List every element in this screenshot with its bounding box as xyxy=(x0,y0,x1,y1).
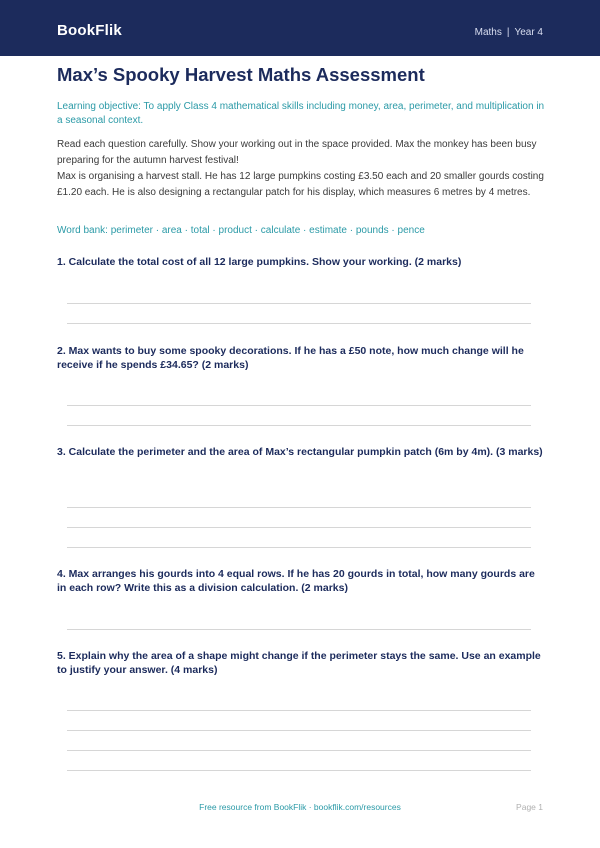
question-4: 4. Max arranges his gourds into 4 equal rows. If he has 20 gourds in total, how many gourds are in each row? Write this as a division calculation. (2 marks) xyxy=(57,568,535,594)
question-2: 2. Max wants to buy some spooky decorations. If he has a £50 note, how much change will he receive if he spends £34.65? (2 marks) xyxy=(57,345,524,371)
word-bank: Word bank: perimeter · area · total · product · calculate · estimate · pounds · pence xyxy=(57,225,425,236)
answer-line[interactable] xyxy=(67,527,531,528)
brand-logo[interactable]: BookFlik xyxy=(57,22,122,39)
answer-line[interactable] xyxy=(67,547,531,548)
page-number: Page 1 xyxy=(516,802,543,812)
subject-label: Maths xyxy=(474,27,502,38)
answer-line[interactable] xyxy=(67,750,531,751)
meta-separator: | xyxy=(506,27,510,38)
answer-line[interactable] xyxy=(67,710,531,711)
question-5: 5. Explain why the area of a shape might change if the perimeter stays the same. Use an example to justify your answer. (4 marks) xyxy=(57,650,541,676)
answer-line[interactable] xyxy=(67,405,531,406)
answer-line[interactable] xyxy=(67,770,531,771)
subject-year-label xyxy=(475,27,543,38)
answer-line[interactable] xyxy=(67,730,531,731)
question-3: 3. Calculate the perimeter and the area of Max’s rectangular pumpkin patch (6m by 4m). (3 marks) xyxy=(57,446,543,458)
page-title: Max’s Spooky Harvest Maths Assessment xyxy=(57,64,425,85)
answer-line[interactable] xyxy=(67,629,531,630)
intro-paragraph: Read each question carefully. Show your working out in the space provided. Max the monkey has been busy preparing for the autumn harvest festival! xyxy=(57,139,537,166)
learning-objective: Learning objective: To apply Class 4 mathematical skills including money, area, perimeter, and multiplication in a seasonal context. xyxy=(57,101,545,126)
answer-line[interactable] xyxy=(67,507,531,508)
footer-credit[interactable]: Free resource from BookFlik · bookflik.com/resources xyxy=(199,802,401,812)
answer-line[interactable] xyxy=(67,425,531,426)
answer-line[interactable] xyxy=(67,303,531,304)
scenario-paragraph: Max is organising a harvest stall. He has 12 large pumpkins costing £3.50 each and 20 smaller gourds costing £1.20 each. He is also designing a rectangular patch for his display, which measures 6 metres by 4 metres. xyxy=(57,171,544,198)
header-bar xyxy=(0,0,600,56)
answer-line[interactable] xyxy=(67,323,531,324)
question-1: 1. Calculate the total cost of all 12 large pumpkins. Show your working. (2 marks) xyxy=(57,256,462,268)
year-label: Year 4 xyxy=(514,27,543,38)
